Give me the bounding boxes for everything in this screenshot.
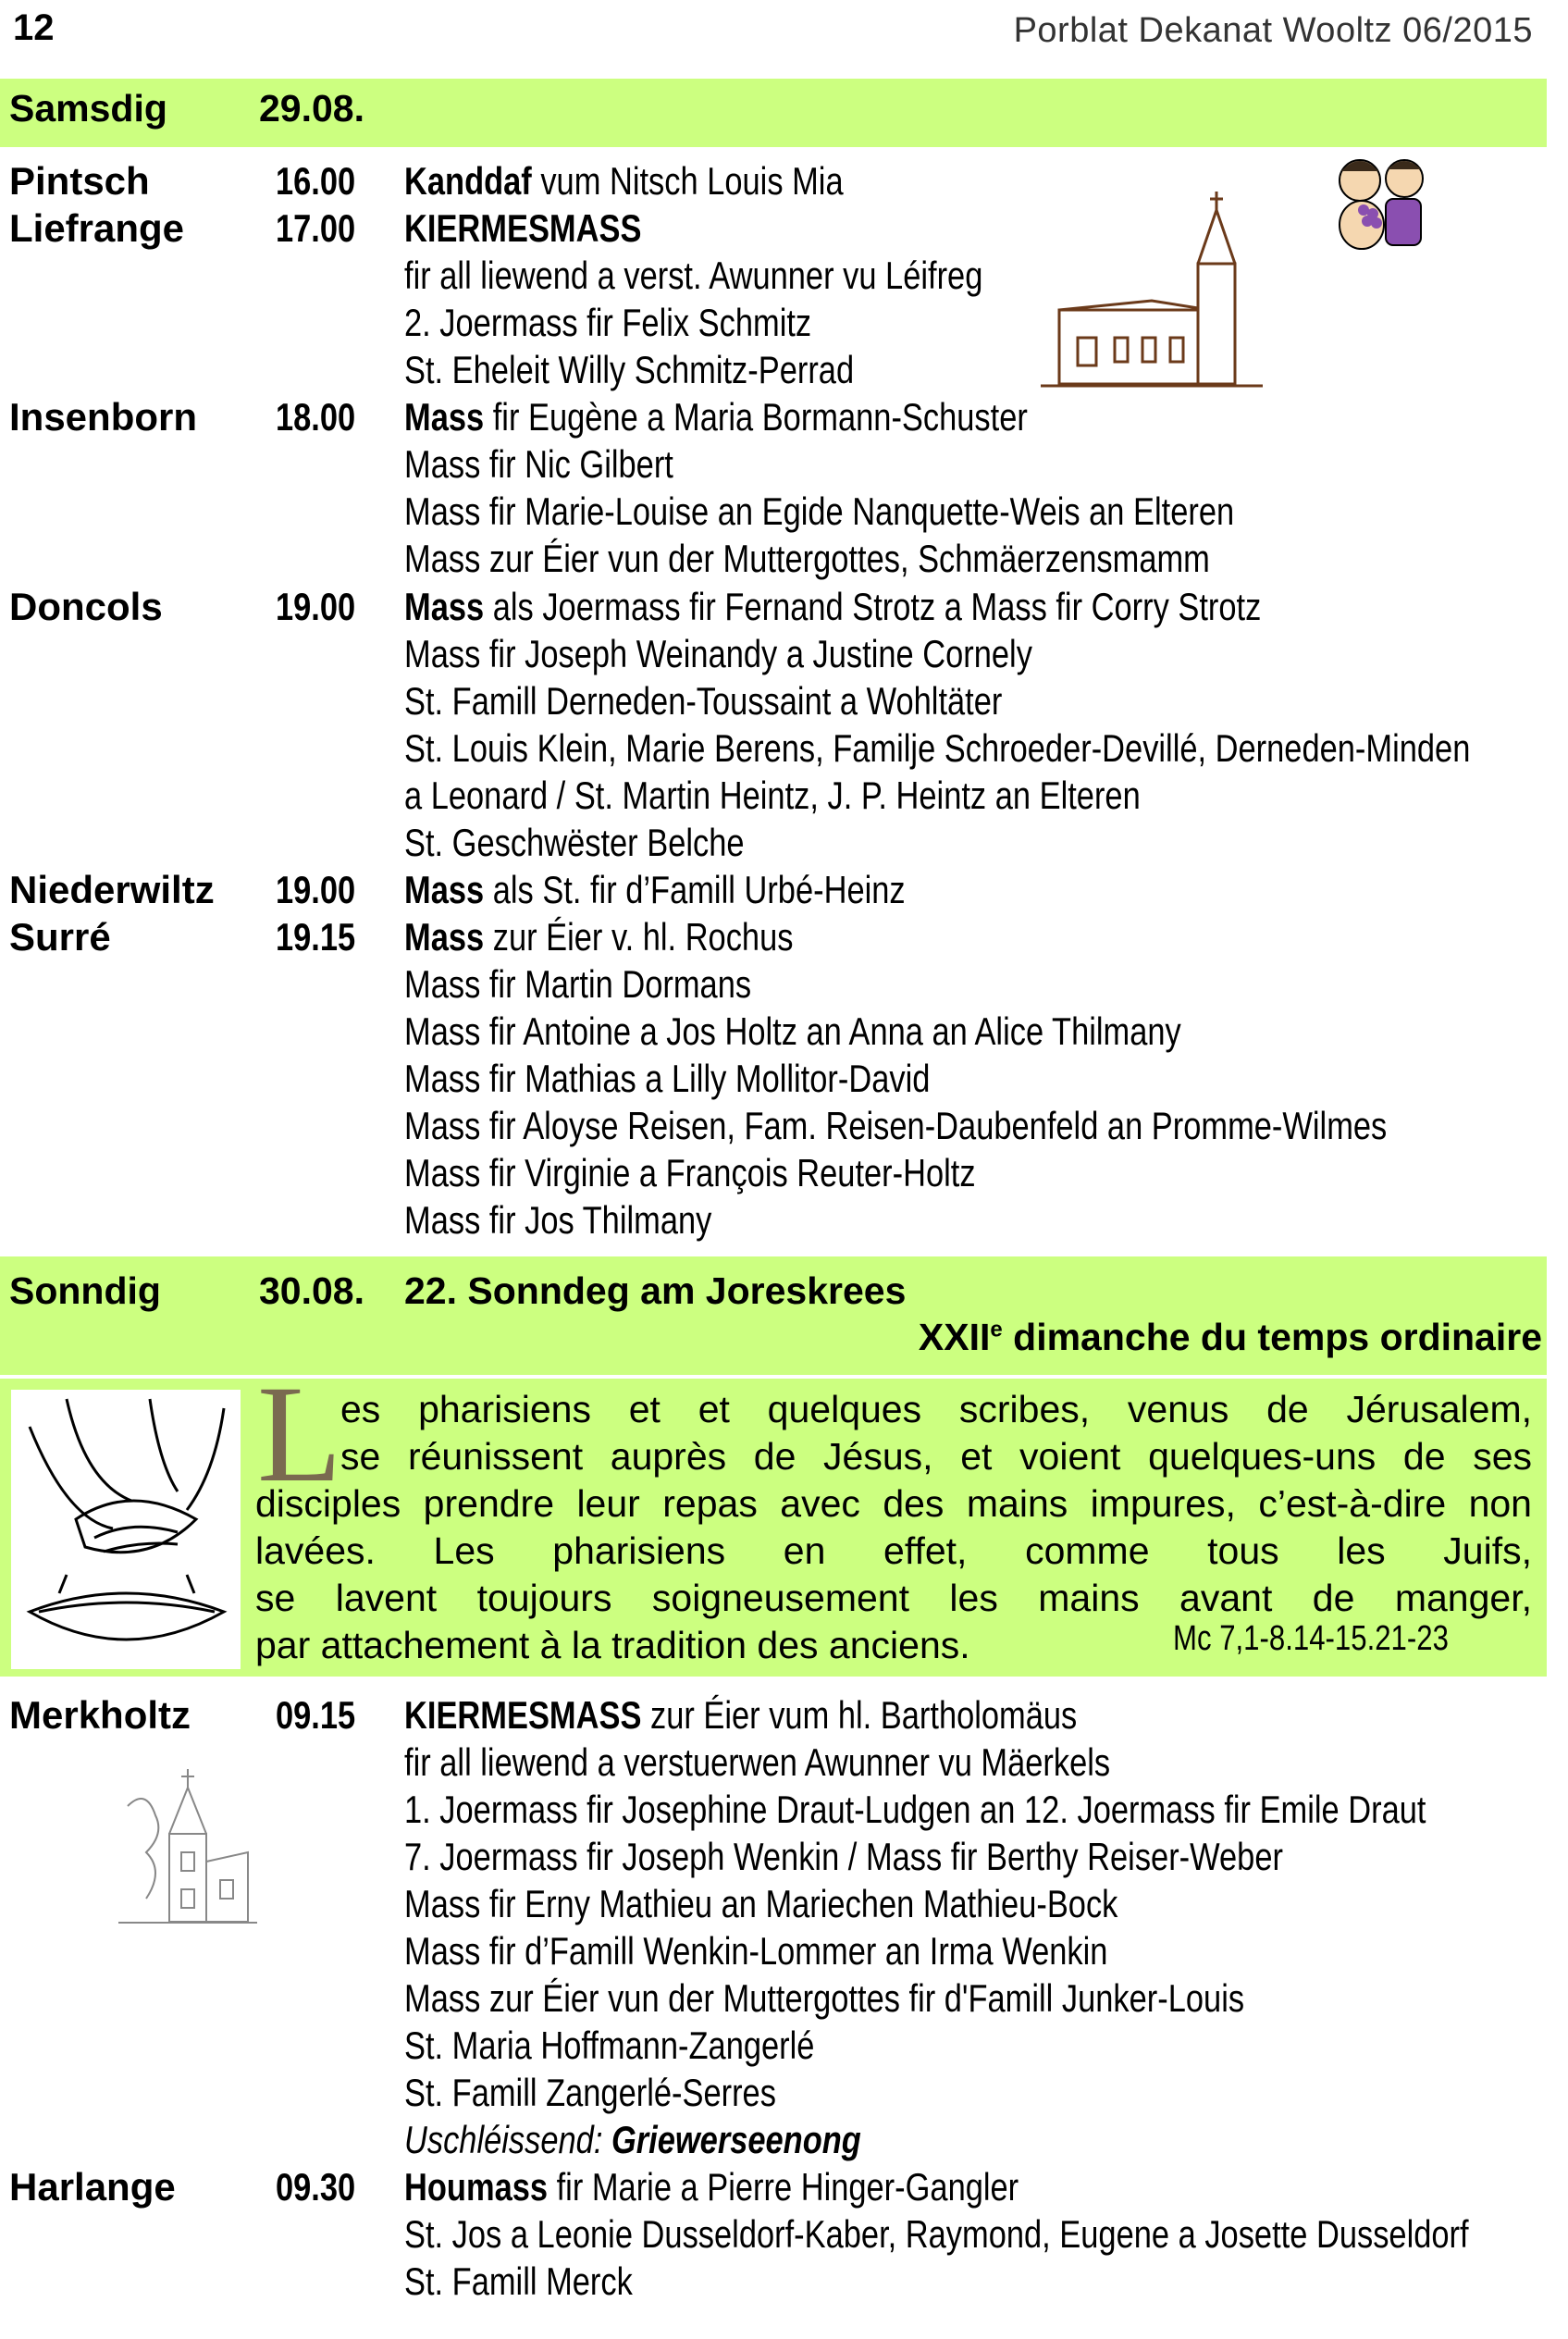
page-number: 12 xyxy=(13,7,55,48)
place-niederwiltz: Niederwiltz xyxy=(9,868,215,911)
time-pintsch: 16.00 xyxy=(276,159,356,203)
surre-line-4: Mass fir Mathias a Lilly Mollitor-David xyxy=(404,1057,931,1100)
merkholtz-line-6: Mass fir d’Famill Wenkin-Lommer an Irma Wenkin xyxy=(404,1929,1108,1973)
liefrange-line-4: St. Eheleit Willy Schmitz-Perrad xyxy=(404,348,855,391)
place-liefrange: Liefrange xyxy=(9,206,185,250)
insenborn-line-4: Mass zur Éier vun der Muttergottes, Schmäerzensmamm xyxy=(404,537,1210,580)
merkholtz-line-8: St. Maria Hoffmann-Zangerlé xyxy=(404,2023,815,2067)
merkholtz-line-9: St. Famill Zangerlé-Serres xyxy=(404,2071,776,2114)
place-harlange: Harlange xyxy=(9,2165,176,2209)
day-band-saturday xyxy=(0,79,1547,147)
quote-line-3: disciples prendre leur repas avec des mains impures, c’est-à-dire non xyxy=(255,1482,1532,1525)
liefrange-line-2: fir all liewend a verst. Awunner vu Léifreg xyxy=(404,254,983,297)
quote-line-6: par attachement à la tradition des anciens. xyxy=(255,1624,970,1666)
day-name: Samsdig xyxy=(9,87,167,130)
harlange-line-3: St. Famill Merck xyxy=(404,2259,633,2303)
surre-line-6: Mass fir Virginie a François Reuter-Holtz xyxy=(404,1151,976,1194)
doncols-line-6: St. Geschwëster Belche xyxy=(404,821,745,864)
day-date: 29.08. xyxy=(259,87,364,130)
place-merkholtz: Merkholtz xyxy=(9,1693,191,1737)
quote-line-1: es pharisiens et et quelques scribes, venus de Jérusalem, xyxy=(340,1388,1532,1430)
place-pintsch: Pintsch xyxy=(9,159,150,203)
place-surre: Surré xyxy=(9,915,111,959)
header-title: Porblat Dekanat Wooltz 06/2015 xyxy=(1013,11,1533,50)
surre-line-2: Mass fir Martin Dormans xyxy=(404,962,752,1006)
place-doncols: Doncols xyxy=(9,585,163,628)
gospel-reference: Mc 7,1-8.14-15.21-23 xyxy=(1173,1619,1449,1658)
doncols-line-2: Mass fir Joseph Weinandy a Justine Cornely xyxy=(404,632,1032,675)
drop-cap: L xyxy=(257,1357,342,1511)
merkholtz-line-4: 7. Joermass fir Joseph Wenkin / Mass fir Berthy Reiser-Weber xyxy=(404,1835,1283,1878)
time-insenborn: 18.00 xyxy=(276,395,356,439)
merkholtz-closing: Uschléissend: Griewerseenong xyxy=(404,2118,861,2161)
insenborn-line-2: Mass fir Nic Gilbert xyxy=(404,442,673,486)
merkholtz-line-5: Mass fir Erny Mathieu an Mariechen Mathieu-Bock xyxy=(404,1882,1118,1925)
harlange-line-2: St. Jos a Leonie Dusseldorf-Kaber, Raymond, Eugene a Josette Dusseldorf xyxy=(404,2212,1469,2256)
time-niederwiltz: 19.00 xyxy=(276,868,356,911)
merkholtz-line-3: 1. Joermass fir Josephine Draut-Ludgen an 12. Joermass fir Emile Draut xyxy=(404,1788,1426,1831)
time-merkholtz: 09.15 xyxy=(276,1693,356,1737)
harlange-line-1: Houmass fir Marie a Pierre Hinger-Gangler xyxy=(404,2165,1019,2209)
niederwiltz-line-1: Mass als St. fir d’Famill Urbé-Heinz xyxy=(404,868,906,911)
doncols-line-3: St. Famill Derneden-Toussaint a Wohltäter xyxy=(404,679,1003,723)
quote-line-4: lavées. Les pharisiens en effet, comme tous les Juifs, xyxy=(255,1529,1532,1572)
grape-children-icon xyxy=(1325,143,1436,254)
quote-line-2: se réunissent auprès de Jésus, et voient quelques-uns de ses xyxy=(340,1435,1532,1478)
surre-line-1: Mass zur Éier v. hl. Rochus xyxy=(404,915,794,959)
surre-line-5: Mass fir Aloyse Reisen, Fam. Reisen-Daubenfeld an Promme-Wilmes xyxy=(404,1104,1388,1147)
quote-line-5: se lavent toujours soigneusement les mains avant de manger, xyxy=(255,1577,1532,1619)
day-date: 30.08. xyxy=(259,1269,364,1312)
doncols-line-4: St. Louis Klein, Marie Berens, Familje Schroeder-Devillé, Derneden-Minden xyxy=(404,726,1471,770)
time-doncols: 19.00 xyxy=(276,585,356,628)
place-insenborn: Insenborn xyxy=(9,395,198,439)
time-liefrange: 17.00 xyxy=(276,206,356,250)
merkholtz-line-7: Mass zur Éier vun der Muttergottes fir d'Famill Junker-Louis xyxy=(404,1976,1245,2020)
liefrange-line-1: KIERMESMASS xyxy=(404,206,642,250)
sunday-title: 22. Sonndeg am Joreskrees xyxy=(404,1269,907,1312)
doncols-line-5: a Leonard / St. Martin Heintz, J. P. Heintz an Elteren xyxy=(404,773,1141,817)
insenborn-line-1: Mass fir Eugène a Maria Bormann-Schuster xyxy=(404,395,1028,439)
merkholtz-line-1: KIERMESMASS zur Éier vum hl. Bartholomäus xyxy=(404,1693,1078,1737)
surre-line-3: Mass fir Antoine a Jos Holtz an Anna an Alice Thilmany xyxy=(404,1009,1181,1053)
pintsch-line-1: Kanddaf vum Nitsch Louis Mia xyxy=(404,159,844,203)
doncols-line-1: Mass als Joermass fir Fernand Strotz a Mass fir Corry Strotz xyxy=(404,585,1262,628)
church-drawing-icon xyxy=(1041,190,1267,393)
time-harlange: 09.30 xyxy=(276,2165,356,2209)
insenborn-line-3: Mass fir Marie-Louise an Egide Nanquette-Weis an Elteren xyxy=(404,489,1235,533)
hands-bowl-icon xyxy=(11,1390,241,1669)
merkholtz-church-icon xyxy=(118,1769,257,1926)
liefrange-line-3: 2. Joermass fir Felix Schmitz xyxy=(404,301,812,344)
surre-line-7: Mass fir Jos Thilmany xyxy=(404,1198,712,1242)
time-surre: 19.15 xyxy=(276,915,356,959)
day-name: Sonndig xyxy=(9,1269,161,1312)
merkholtz-line-2: fir all liewend a verstuerwen Awunner vu Mäerkels xyxy=(404,1740,1111,1784)
hand-washing-illustration xyxy=(11,1390,241,1669)
sunday-subtitle: XXIIe dimanche du temps ordinaire xyxy=(918,1316,1542,1358)
